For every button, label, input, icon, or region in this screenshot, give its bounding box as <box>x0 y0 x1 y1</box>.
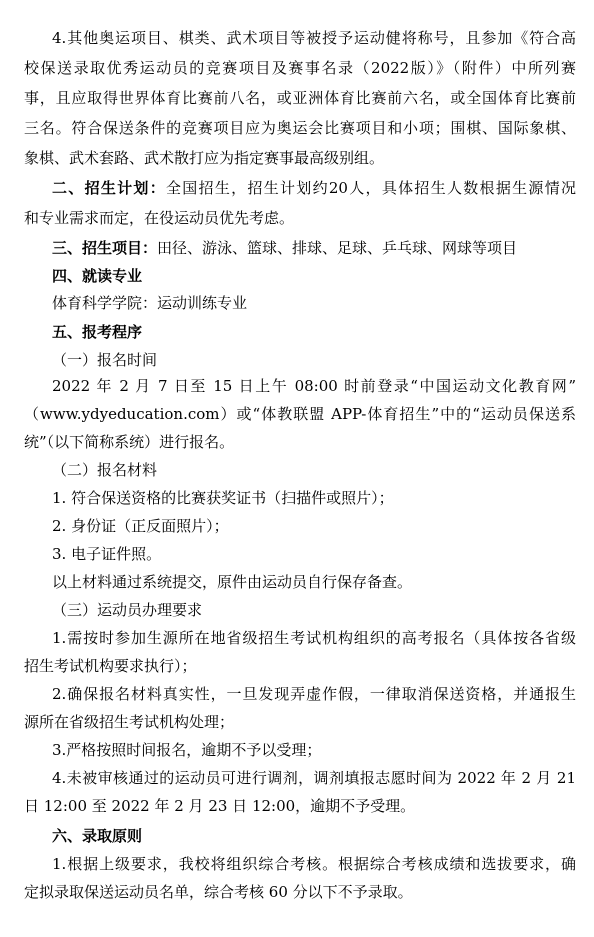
paragraph-line <box>52 628 576 648</box>
paragraph-line <box>24 58 576 78</box>
paragraph-line <box>24 118 576 138</box>
paragraph-line <box>52 516 576 536</box>
paragraph-line <box>52 854 576 874</box>
line-text: （www.ydyeducation.com）或“体教联盟 APP-体育招生”中的“运动员保送系 <box>24 405 576 423</box>
paragraph-line <box>52 768 576 788</box>
section-heading-line <box>52 238 576 258</box>
line-text: 3.严格按照时间报名，逾期不予以受理； <box>52 741 322 759</box>
paragraph-line <box>24 432 576 452</box>
line-text: 全国招生，招生计划约20人，具体招生人数根据生源情况 <box>166 179 576 197</box>
line-text: 2022 年 2 月 7 日至 15 日上午 08:00 时前登录“中国运动文化教育网” <box>52 377 576 395</box>
line-text: 以上材料通过系统提交，原件由运动员自行保存备查。 <box>52 573 413 591</box>
paragraph-line <box>52 544 576 564</box>
section-heading-line <box>52 178 576 198</box>
section-heading: 五、报考程序 <box>52 323 143 341</box>
paragraph-line <box>24 148 576 168</box>
line-text: 招生考试机构要求执行）； <box>24 657 197 675</box>
section-heading: 二、招生计划： <box>52 179 167 197</box>
paragraph-line <box>52 684 576 704</box>
line-text: 3. 电子证件照。 <box>52 545 162 563</box>
paragraph-line <box>24 712 576 732</box>
line-text: 体育科学学院：运动训练专业 <box>52 294 248 312</box>
line-text: 1.根据上级要求，我校将组织综合考核。根据综合考核成绩和选拔要求，确 <box>52 855 576 873</box>
paragraph-line <box>52 572 576 592</box>
paragraph-line <box>52 293 576 313</box>
paragraph-line <box>52 600 576 620</box>
line-text: 4.其他奥运项目、棋类、武术项目等被授予运动健将称号，且参加《符合高 <box>52 29 576 47</box>
section-heading: 三、招生项目： <box>52 239 158 257</box>
paragraph-line <box>24 88 576 108</box>
section-heading-line <box>52 826 576 846</box>
line-text: 2. 身份证（正反面照片）； <box>52 517 229 535</box>
line-text: （二）报名材料 <box>52 461 158 479</box>
line-text: 定拟录取保送运动员名单，综合考核 60 分以下不予录取。 <box>24 883 413 901</box>
paragraph-line <box>52 488 576 508</box>
paragraph-line <box>24 404 576 424</box>
paragraph-line <box>52 28 576 48</box>
line-text: 源所在省级招生考试机构处理； <box>24 713 235 731</box>
section-heading: 六、录取原则 <box>52 827 143 845</box>
paragraph-line <box>52 350 576 370</box>
line-text: 1. 符合保送资格的比赛获奖证书（扫描件或照片）； <box>52 489 394 507</box>
section-heading-line <box>52 322 576 342</box>
section-heading-line <box>52 266 576 286</box>
paragraph-line <box>24 796 576 816</box>
paragraph-line <box>52 460 576 480</box>
line-text: 校保送录取优秀运动员的竞赛项目及赛事名录（2022版）》（附件）中所列赛 <box>24 59 576 77</box>
paragraph-line <box>24 208 576 228</box>
paragraph-line <box>52 740 576 760</box>
line-text: 2.确保报名材料真实性，一旦发现弄虚作假，一律取消保送资格，并通报生 <box>52 685 576 703</box>
line-text: 1.需按时参加生源所在地省级招生考试机构组织的高考报名（具体按各省级 <box>52 629 576 647</box>
line-text: 三名。符合保送条件的竞赛项目应为奥运会比赛项目和小项；围棋、国际象棋、 <box>24 119 576 137</box>
line-text: （一）报名时间 <box>52 351 158 369</box>
line-text: （三）运动员办理要求 <box>52 601 203 619</box>
line-text: 事，且应取得世界体育比赛前八名，或亚洲体育比赛前六名，或全国体育比赛前 <box>24 89 576 107</box>
line-text: 日 12:00 至 2022 年 2 月 23 日 12:00，逾期不予受理。 <box>24 797 416 815</box>
line-text: 田径、游泳、篮球、排球、足球、乒乓球、网球等项目 <box>157 239 518 257</box>
line-text: 4.未被审核通过的运动员可进行调剂，调剂填报志愿时间为 2022 年 2 月 21 <box>52 769 576 787</box>
paragraph-line <box>24 656 576 676</box>
paragraph-line <box>52 376 576 396</box>
section-heading: 四、就读专业 <box>52 267 143 285</box>
line-text: 象棋、武术套路、武术散打应为指定赛事最高级别组。 <box>24 149 385 167</box>
paragraph-line <box>24 882 576 902</box>
line-text: 统”（以下简称系统）进行报名。 <box>24 433 235 451</box>
line-text: 和专业需求而定，在役运动员优先考虑。 <box>24 209 295 227</box>
